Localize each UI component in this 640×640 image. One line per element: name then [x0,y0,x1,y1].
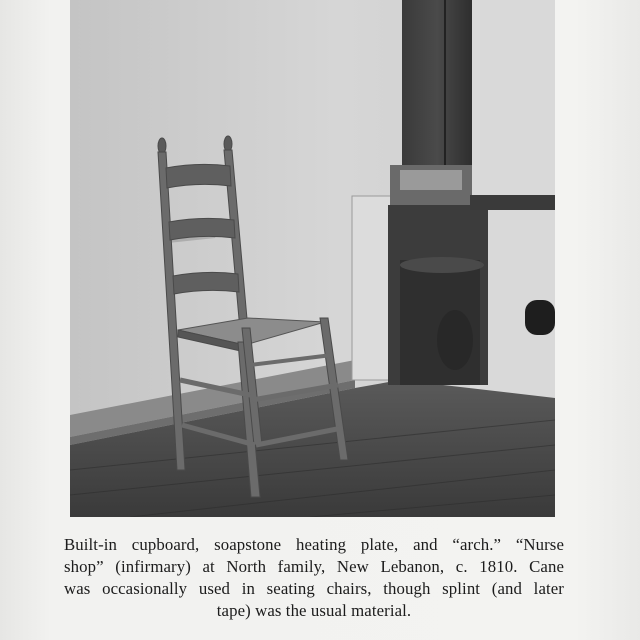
caption-line: shop” (infirmary) at North family, New Lebanon, c. 1810. Cane [64,557,564,576]
caption-line: Built-in cupboard, soapstone heating plate, and “arch.” “Nurse [64,535,564,554]
built-in-cupboard [402,0,472,165]
chair-photograph [70,0,555,517]
stovepipe [525,300,555,335]
caption-line: tape) was the usual material. [216,601,412,620]
caption-line: was occasionally used in seating chairs, though splint (and later [64,579,564,598]
photo-caption [64,534,564,622]
wall-panel [352,196,392,380]
